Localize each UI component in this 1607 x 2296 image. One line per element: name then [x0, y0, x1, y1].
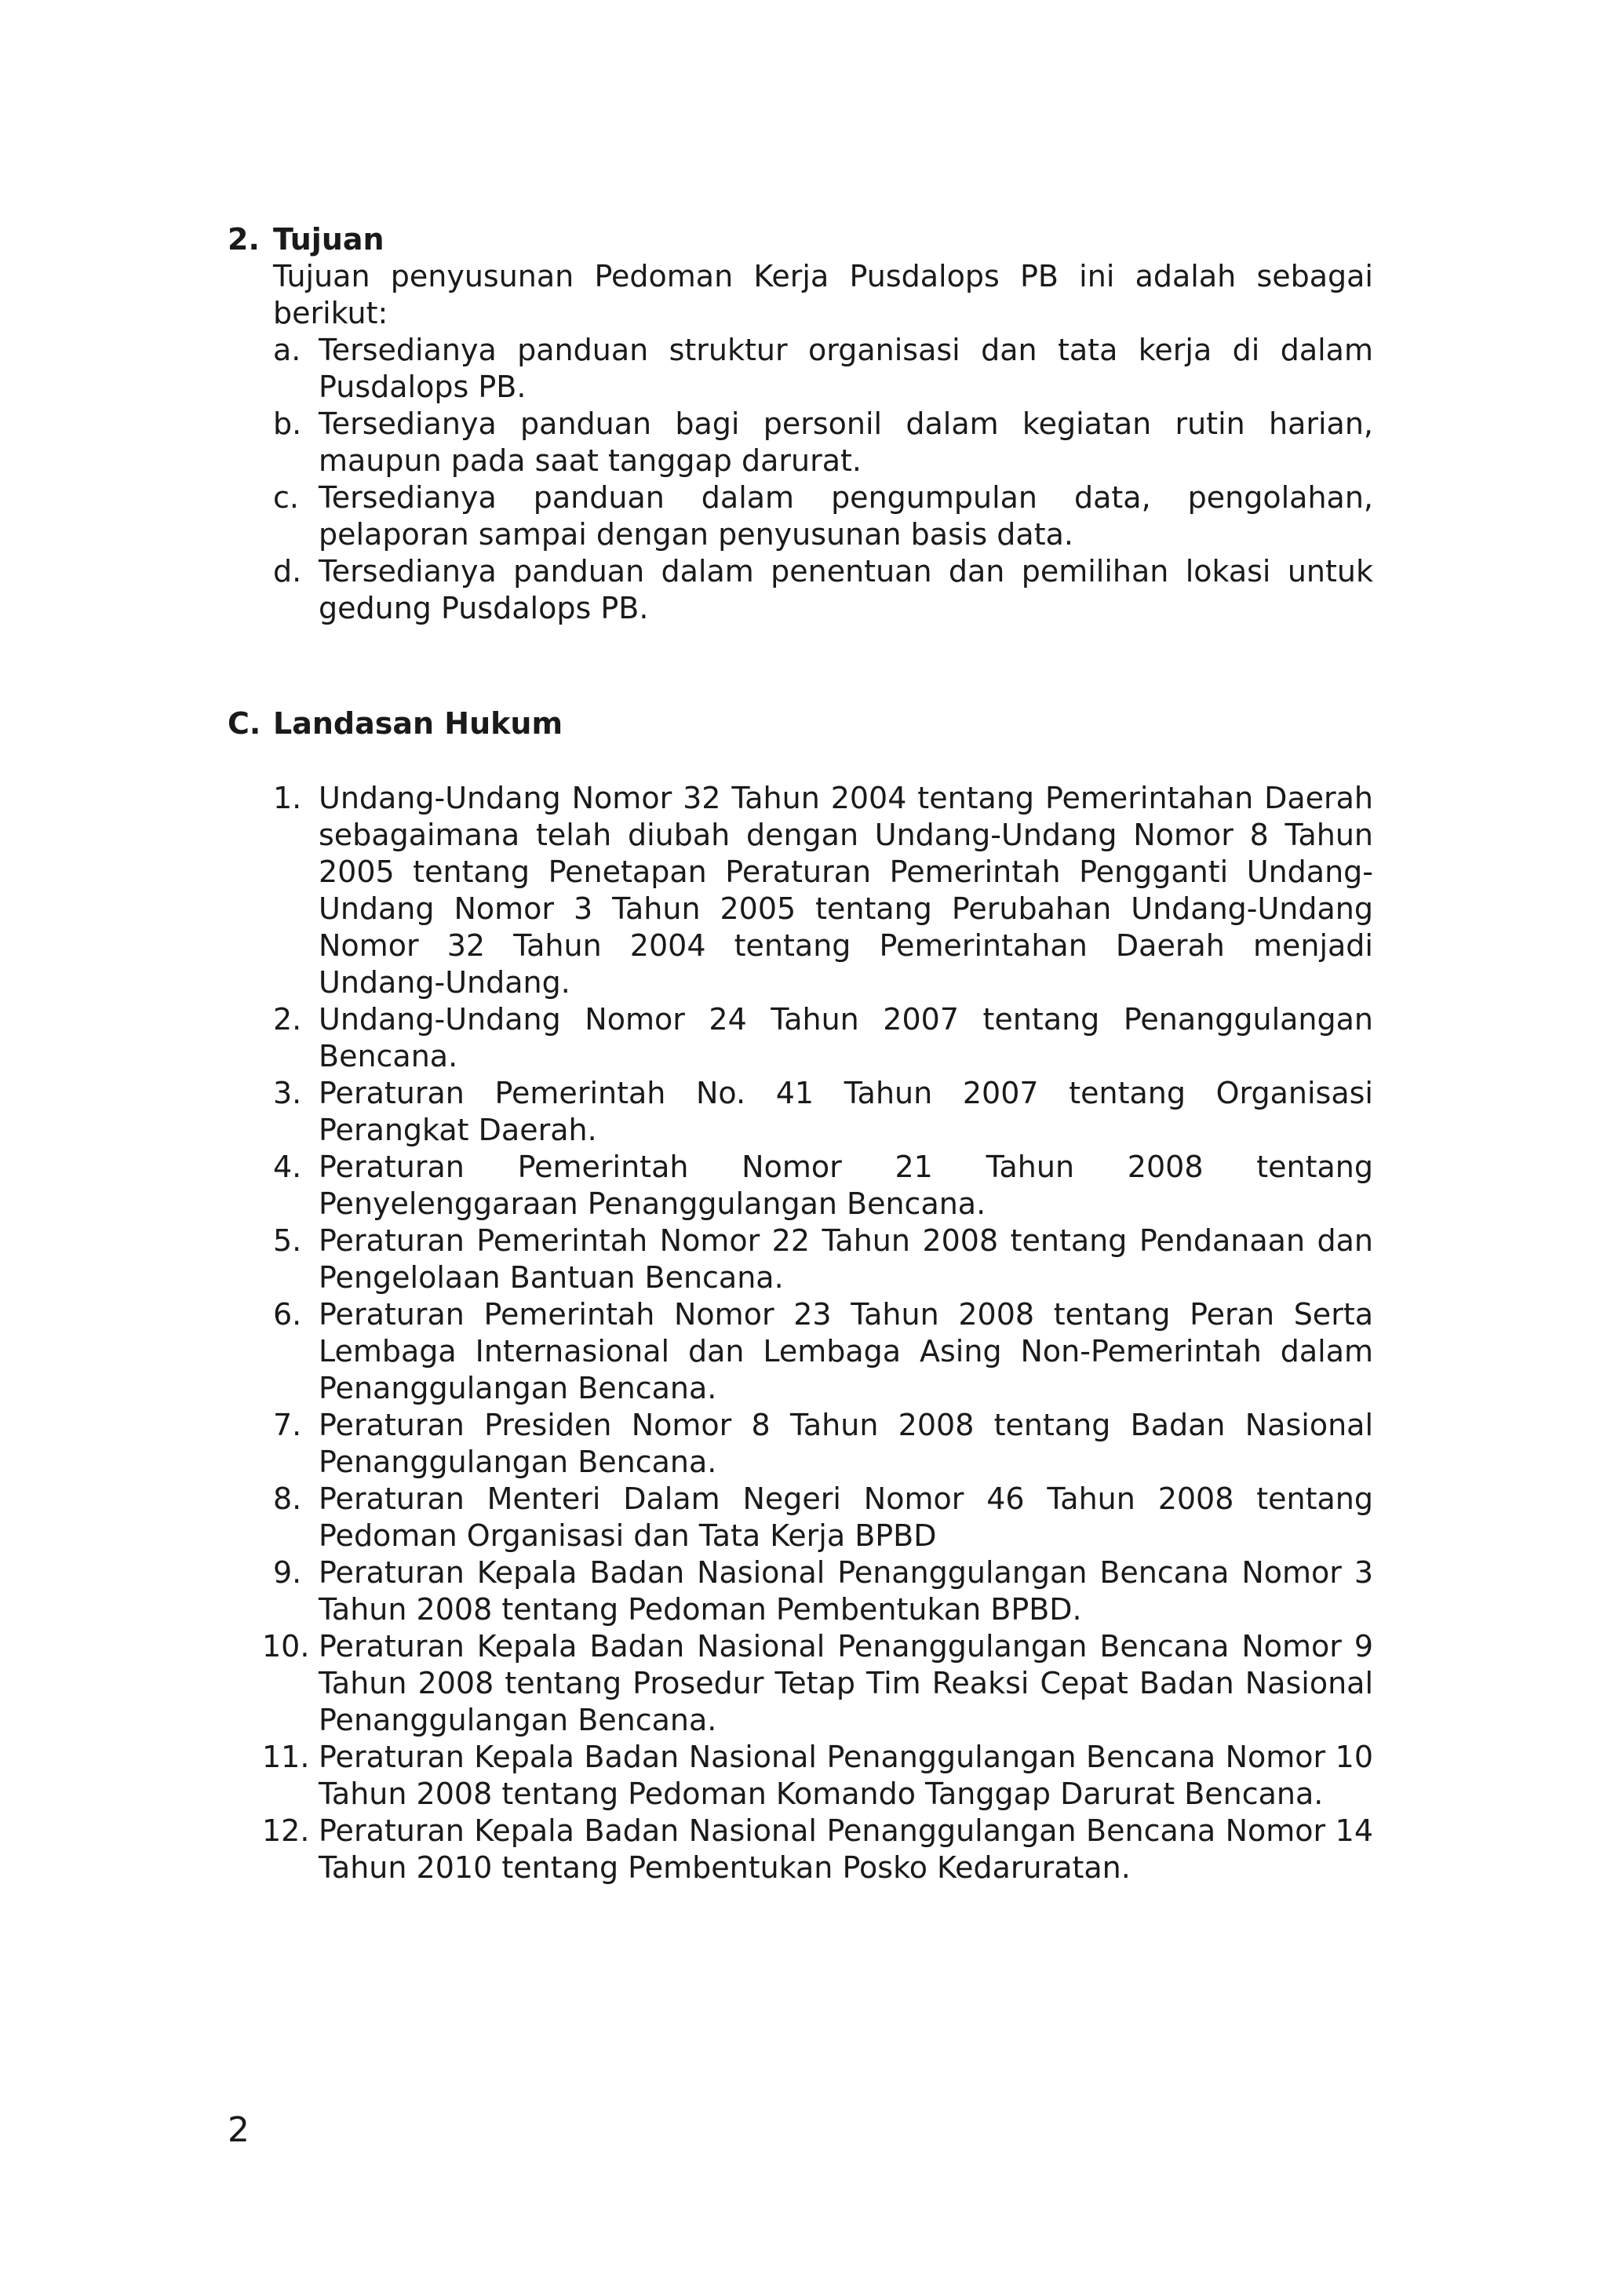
list-item-text: Peraturan Pemerintah Nomor 21 Tahun 2008 tentang Penyelenggaraan Penanggulangan Bencana.: [319, 1150, 1373, 1221]
list-item: [228, 1739, 1373, 1813]
list-item-text: Peraturan Kepala Badan Nasional Penanggulangan Bencana Nomor 10 Tahun 2008 tentang Pedoman Komando Tanggap Darurat Bencana.: [319, 1740, 1373, 1811]
list-item-text: Peraturan Kepala Badan Nasional Penanggulangan Bencana Nomor 9 Tahun 2008 tentang Prosedur Tetap Tim Reaksi Cepat Badan Nasional Penanggulangan Bencana.: [319, 1629, 1373, 1737]
list-item: [228, 1075, 1373, 1149]
page-number: 2: [228, 2110, 250, 2150]
list-marker: 8.: [273, 1481, 302, 1516]
document-body: [228, 221, 1373, 1886]
list-item: [228, 1223, 1373, 1296]
list-marker: 2.: [273, 1002, 302, 1037]
list-item-text: Tersedianya panduan bagi personil dalam kegiatan rutin harian, maupun pada saat tanggap darurat.: [319, 406, 1373, 478]
list-marker: a.: [273, 333, 301, 367]
list-item-text: Peraturan Presiden Nomor 8 Tahun 2008 tentang Badan Nasional Penanggulangan Bencana.: [319, 1408, 1373, 1479]
list-marker: 5.: [273, 1223, 302, 1258]
list-marker: 7.: [273, 1408, 302, 1442]
section-title: Landasan Hukum: [273, 706, 563, 741]
list-item-text: Undang-Undang Nomor 24 Tahun 2007 tentang Penanggulangan Bencana.: [319, 1002, 1373, 1073]
list-item-text: Undang-Undang Nomor 32 Tahun 2004 tentang Pemerintahan Daerah sebagaimana telah diubah dengan Undang-Undang Nomor 8 Tahun 2005 tentang Penetapan Peraturan Pemerintah Pengganti Undang-Undang Nomor 3 Tahun 2005 tentang Perubahan Undang-Undang Nomor 32 Tahun 2004 tentang Pemerintahan Daerah menjadi Undang-Undang.: [319, 781, 1373, 1000]
list-marker: 1.: [273, 781, 302, 815]
list-marker: 11.: [262, 1740, 310, 1774]
list-marker: b.: [273, 406, 302, 441]
list-item: [228, 1481, 1373, 1554]
list-marker: c.: [273, 480, 299, 515]
section-heading: [228, 705, 1373, 742]
list-item: [228, 1149, 1373, 1223]
list-item: [273, 332, 1373, 406]
section-number: C.: [228, 706, 261, 741]
list-item-text: Peraturan Pemerintah Nomor 22 Tahun 2008 tentang Pendanaan dan Pengelolaan Bantuan Bencana.: [319, 1223, 1373, 1295]
list-item: [228, 780, 1373, 1001]
list-item: [228, 1001, 1373, 1075]
list-item: [273, 406, 1373, 479]
list-item: [273, 479, 1373, 553]
list-item: [228, 1554, 1373, 1628]
section-title: Tujuan: [273, 222, 384, 257]
list-item-text: Tersedianya panduan struktur organisasi dan tata kerja di dalam Pusdalops PB.: [319, 333, 1373, 404]
section-heading: [228, 221, 1373, 258]
list-marker: 10.: [262, 1629, 310, 1664]
list-marker: 12.: [262, 1813, 310, 1848]
list-item: [273, 553, 1373, 627]
list-item: [228, 1813, 1373, 1886]
list-item: [228, 1628, 1373, 1739]
list-marker: d.: [273, 554, 302, 589]
list-marker: 6.: [273, 1297, 302, 1332]
list-marker: 4.: [273, 1150, 302, 1184]
section-landasan-hukum: [228, 705, 1373, 1886]
list-marker: 3.: [273, 1076, 302, 1110]
list-item: [228, 1407, 1373, 1481]
list-item-text: Tersedianya panduan dalam penentuan dan pemilihan lokasi untuk gedung Pusdalops PB.: [319, 554, 1373, 625]
list-item-text: Peraturan Kepala Badan Nasional Penanggulangan Bencana Nomor 14 Tahun 2010 tentang Pembentukan Posko Kedaruratan.: [319, 1813, 1373, 1885]
list-item-text: Tersedianya panduan dalam pengumpulan data, pengolahan, pelaporan sampai dengan penyusunan basis data.: [319, 480, 1373, 552]
list-item-text: Peraturan Pemerintah Nomor 23 Tahun 2008 tentang Peran Serta Lembaga Internasional dan Lembaga Asing Non-Pemerintah dalam Penanggulangan Bencana.: [319, 1297, 1373, 1405]
list-item-text: Peraturan Pemerintah No. 41 Tahun 2007 tentang Organisasi Perangkat Daerah.: [319, 1076, 1373, 1147]
purpose-list: [273, 332, 1373, 627]
list-marker: 9.: [273, 1555, 302, 1590]
section-tujuan: [228, 221, 1373, 627]
list-item-text: Peraturan Menteri Dalam Negeri Nomor 46 Tahun 2008 tentang Pedoman Organisasi dan Tata Kerja BPBD: [319, 1481, 1373, 1553]
list-item: [228, 1296, 1373, 1407]
legal-basis-list: [228, 780, 1373, 1886]
list-item-text: Peraturan Kepala Badan Nasional Penanggulangan Bencana Nomor 3 Tahun 2008 tentang Pedoman Pembentukan BPBD.: [319, 1555, 1373, 1627]
section-intro: Tujuan penyusunan Pedoman Kerja Pusdalops PB ini adalah sebagai berikut:: [273, 259, 1373, 330]
section-number: 2.: [228, 222, 260, 257]
